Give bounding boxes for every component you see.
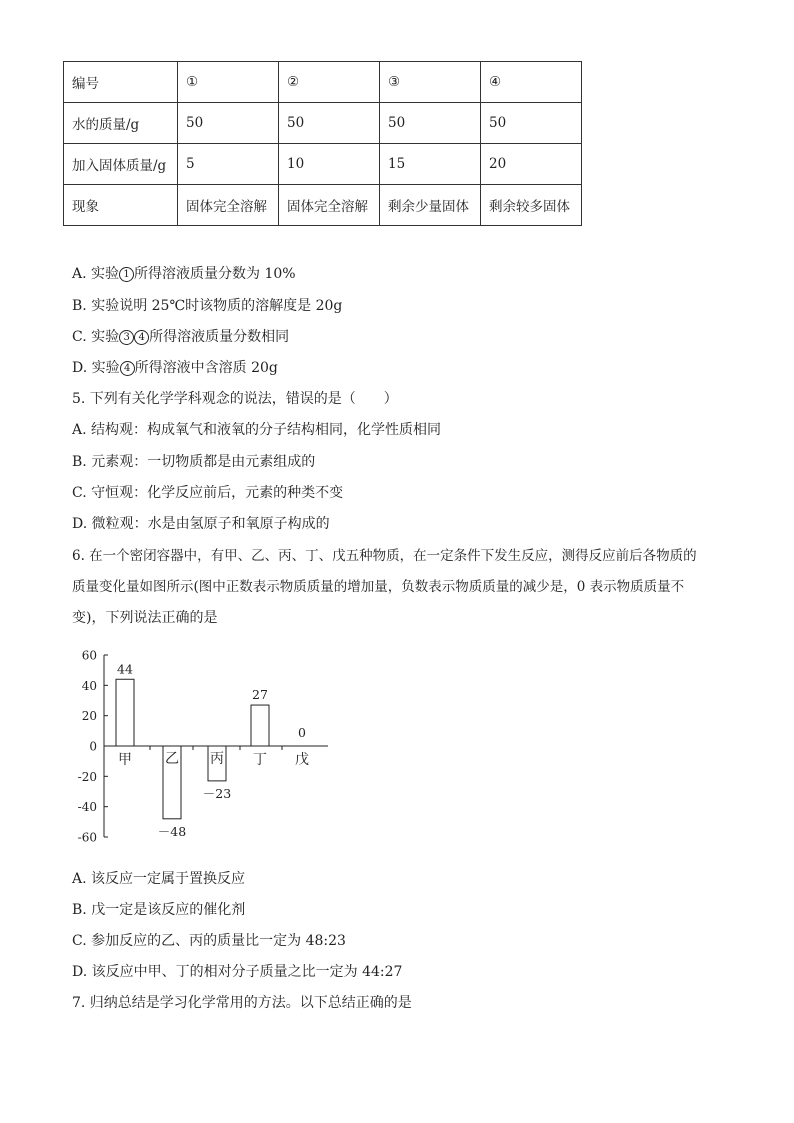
- y-tick-label: -20: [77, 769, 97, 784]
- category-label: 丁: [253, 752, 267, 768]
- table-header-cell: ③: [380, 62, 481, 103]
- table-header-cell: 编号: [64, 62, 178, 103]
- table-cell: 固体完全溶解: [279, 185, 380, 226]
- option-text: A. 实验: [72, 266, 120, 282]
- q6-option-b: B. 戊一定是该反应的催化剂: [72, 902, 246, 918]
- table-row: [64, 185, 582, 226]
- table-cell: 剩余较多固体: [481, 185, 582, 226]
- q7-stem: 7. 归纳总结是学习化学常用的方法。以下总结正确的是: [72, 995, 412, 1011]
- mass-change-bar-chart: [60, 640, 350, 845]
- q4-option-b: B. 实验说明 25℃时该物质的溶解度是 20g: [72, 298, 343, 314]
- y-tick-label: 60: [81, 648, 97, 663]
- table-cell: 20: [481, 144, 582, 185]
- table-cell: 剩余少量固体: [380, 185, 481, 226]
- y-tick-label: -60: [77, 830, 97, 845]
- q4-option-a: [72, 265, 296, 283]
- table-cell: 50: [481, 103, 582, 144]
- table-header-cell: ②: [279, 62, 380, 103]
- table-header-cell: ①: [178, 62, 279, 103]
- option-text: 所得溶液质量分数为 10%: [134, 266, 296, 282]
- value-label: －48: [157, 823, 187, 839]
- q5-option-c: C. 守恒观：化学反应前后，元素的种类不变: [72, 485, 344, 501]
- category-label: 丙: [210, 751, 224, 767]
- category-label: 甲: [118, 752, 132, 768]
- table-cell: 50: [279, 103, 380, 144]
- y-tick-label: 0: [89, 739, 97, 754]
- q5-stem: 5. 下列有关化学学科观念的说法，错误的是（ ）: [72, 391, 398, 407]
- bar: [116, 679, 134, 746]
- table-row: [64, 144, 582, 185]
- table-cell: 固体完全溶解: [178, 185, 279, 226]
- table-row: [64, 103, 582, 144]
- circled-number: 4: [120, 361, 135, 376]
- circled-number: 3: [119, 330, 134, 345]
- q4-option-d: [72, 359, 278, 377]
- value-label: 27: [252, 687, 268, 703]
- table-cell: 50: [380, 103, 481, 144]
- category-label: 乙: [165, 751, 179, 767]
- experiment-table: [63, 61, 582, 226]
- table-cell: 5: [178, 144, 279, 185]
- y-tick-label: -40: [77, 800, 97, 815]
- option-text: D. 实验: [72, 360, 120, 376]
- q4-option-c: [72, 328, 289, 346]
- option-text: C. 实验: [72, 329, 120, 345]
- q6-option-d: D. 该反应中甲、丁的相对分子质量之比一定为 44:27: [72, 964, 403, 980]
- option-text: 所得溶液中含溶质 20g: [134, 360, 278, 376]
- chart-labels: [117, 661, 309, 839]
- q5-option-b: B. 元素观：一切物质都是由元素组成的: [72, 454, 316, 470]
- q6-option-c: C. 参加反应的乙、丙的质量比一定为 48:23: [72, 933, 346, 949]
- table-row: [64, 62, 582, 103]
- category-label: 戊: [295, 752, 309, 768]
- chart-axes: [78, 649, 328, 845]
- y-tick-label: 20: [81, 709, 97, 724]
- table-cell: 现象: [64, 185, 178, 226]
- y-tick-label: 40: [81, 678, 97, 693]
- table-cell: 加入固体质量/g: [64, 144, 178, 185]
- option-text: 所得溶液质量分数相同: [149, 329, 290, 345]
- table-cell: 10: [279, 144, 380, 185]
- q6-option-a: A. 该反应一定属于置换反应: [72, 871, 246, 887]
- table-cell: 15: [380, 144, 481, 185]
- circled-number: 4: [134, 330, 149, 345]
- value-label: －23: [202, 785, 232, 801]
- circled-number: 1: [119, 267, 134, 282]
- table-cell: 水的质量/g: [64, 103, 178, 144]
- q6-stem-line-2: 质量变化量如图所示(图中正数表示物质质量的增加量，负数表示物质质量的减少是，0 表示物质质量不: [72, 579, 685, 595]
- q6-stem-line-3: 变)，下列说法正确的是: [72, 610, 218, 626]
- q5-option-a: A. 结构观：构成氧气和液氧的分子结构相同，化学性质相同: [72, 422, 442, 438]
- q5-option-d: D. 微粒观：水是由氢原子和氧原子构成的: [72, 516, 330, 532]
- value-label: 0: [298, 725, 306, 740]
- bar: [251, 705, 269, 746]
- table-cell: 50: [178, 103, 279, 144]
- value-label: 44: [117, 661, 133, 677]
- q6-stem-line-1: 6. 在一个密闭容器中，有甲、乙、丙、丁、戊五种物质，在一定条件下发生反应，测得反应前后各物质的: [72, 548, 697, 564]
- table-header-cell: ④: [481, 62, 582, 103]
